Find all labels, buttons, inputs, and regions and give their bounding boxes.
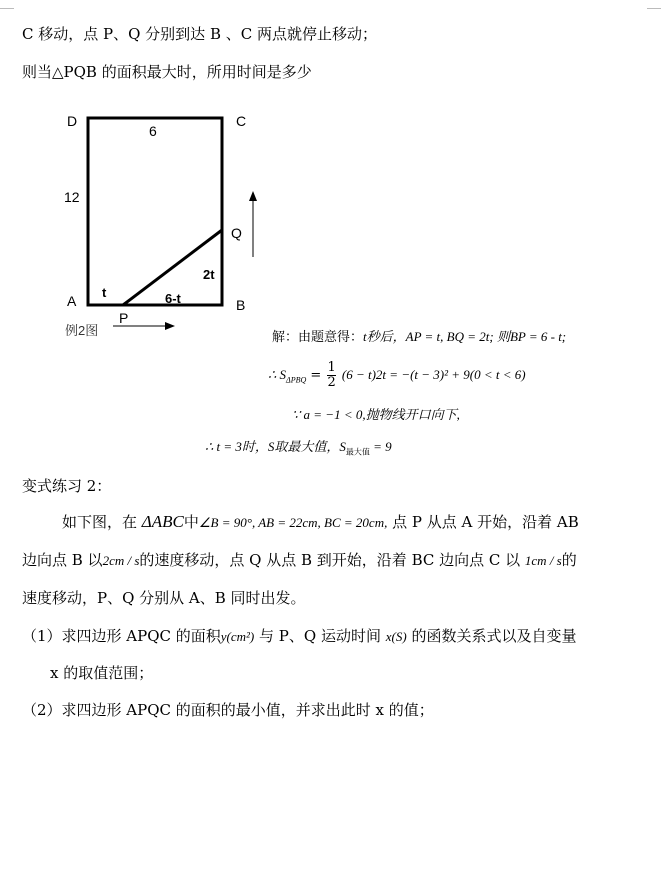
solution-prefix: 解：由题意得： [272,329,364,344]
triangle-abc: ΔABC [141,512,184,531]
fraction-numerator: 1 [327,360,336,375]
question-1-text-b: 与 P、Q 运动时间 [254,627,386,645]
segment-label-2t: 2t [203,267,215,282]
figure-diagram [55,105,295,345]
max-value: = 9 [369,439,392,454]
time-variable: x(S) [385,629,407,644]
solution-line-2 [268,360,526,396]
vertex-label-b: B [236,297,246,313]
equals-sign: = [310,368,322,383]
exercise-line-2 [22,550,577,571]
vertex-label-a: A [67,293,77,309]
question-1 [22,626,576,647]
given-conditions: ∠B = 90°, AB = 22cm, BC = 20cm, [198,515,388,530]
exercise-text-2b: 的速度移动，点 Q 从点 B 到开始，沿着 BC 边向点 C 以 [139,551,525,569]
solution-math-1: t秒后，AP = t, BQ = 2t; 则BP = 6 - t; [363,329,567,344]
paragraph-1: C 移动，点 P、Q 分别到达 B 、C 两点就停止移动； [22,25,377,43]
side-label-left: 12 [64,189,80,205]
vertex-label-c: C [236,113,247,129]
speed-q: 1cm / s [524,553,562,568]
point-label-p: P [119,310,129,326]
exercise-text-1c: 点 P 从点 A 开始，沿着 AB [387,513,579,531]
side-label-top: 6 [149,123,157,139]
exercise-text-1b: 中 [183,513,199,531]
area-subscript: ΔPBQ [286,375,307,385]
segment-label-6-t: 6-t [165,291,181,306]
solution-line-4 [205,437,392,463]
question-1-text-a: （1）求四边形 APQC 的面积 [22,627,221,645]
geometry-figure [55,105,295,349]
exercise-line-3: 速度移动，P、Q 分别从 A、B 同时出发。 [22,589,306,607]
exercise-text-2c: 的 [561,551,577,569]
exercise-heading: 变式练习 2： [22,477,112,495]
question-1-line-2: x 的取值范围； [50,664,154,682]
max-statement: ∴ t = 3时，S取最大值，S [205,439,346,454]
solution-line-1 [272,327,566,348]
figure-caption: 例2图 [65,323,99,338]
question-1-text-c: 的函数关系式以及自变量 [406,627,577,645]
paragraph-2: 则当△PQB 的面积最大时，所用时间是多少 [22,63,312,81]
arrow-up-head [249,191,257,201]
vertex-label-d: D [67,113,78,129]
arrow-right-head [165,322,175,330]
corner-mark-top-left [0,0,14,9]
exercise-text-1a: 如下图，在 [62,513,142,531]
solution-line-3: ∵ a = −1 < 0,抛物线开口向下, [292,407,460,422]
rectangle-abcd [88,118,222,305]
segment-label-t: t [102,285,107,300]
point-label-q: Q [231,225,242,241]
exercise-line-1 [62,512,579,533]
area-expression: (6 − t)2t = −(t − 3)² + 9(0 < t < 6) [341,367,526,382]
fraction-half [327,361,335,390]
area-symbol: ∴ S [268,367,287,382]
corner-mark-top-right [647,0,661,9]
exercise-text-2a: 边向点 B 以 [22,551,103,569]
max-subscript: 最大值 [345,447,370,457]
question-2: （2）求四边形 APQC 的面积的最小值，并求出此时 x 的值； [22,701,434,719]
area-variable: y(cm²) [220,629,255,644]
fraction-denominator: 2 [327,375,336,390]
speed-p: 2cm / s [102,553,140,568]
